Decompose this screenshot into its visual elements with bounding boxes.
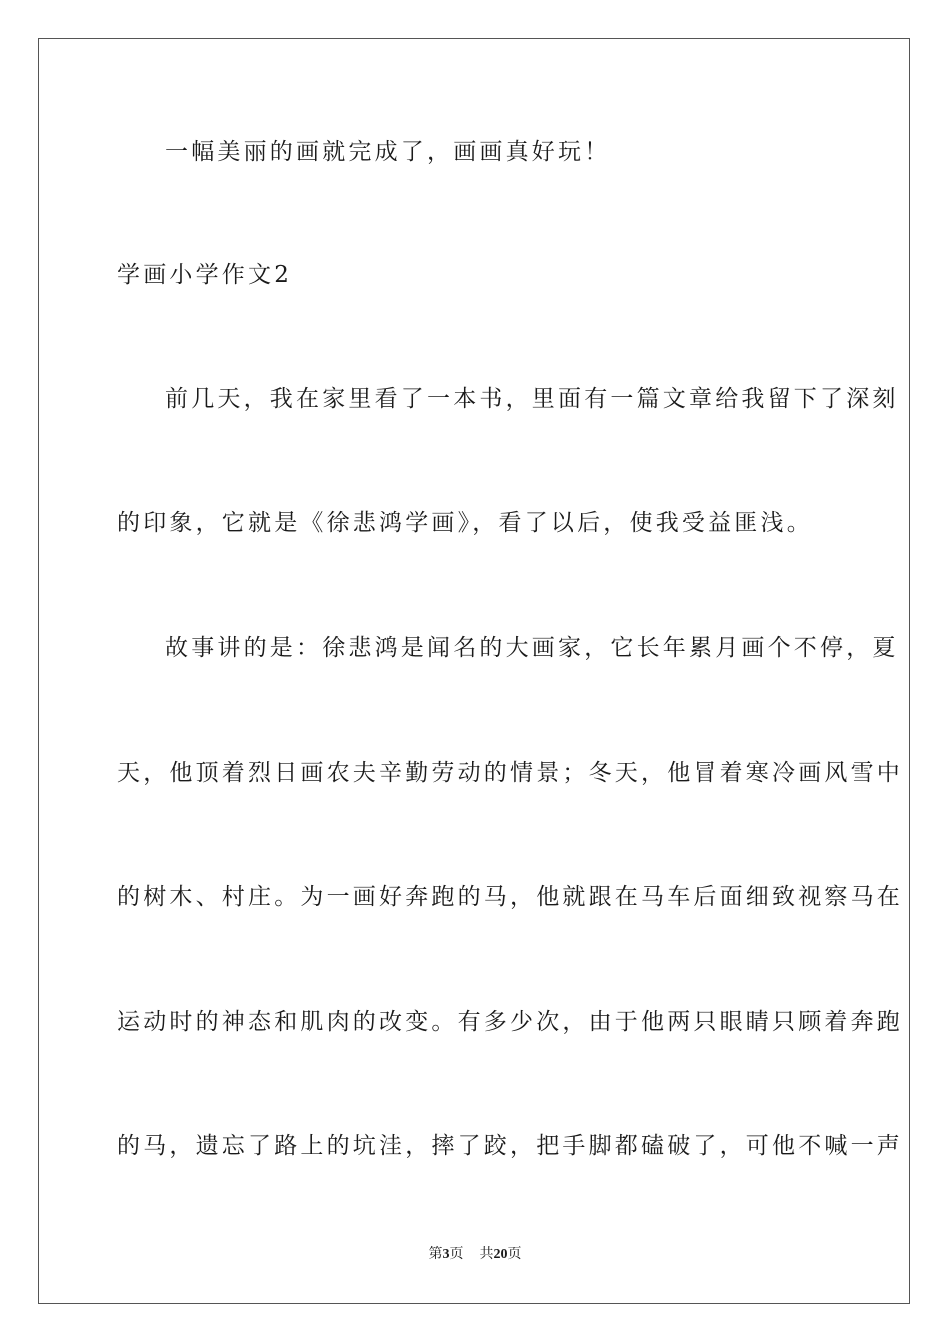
page-suffix: 页 [449,1247,464,1262]
paragraph-line-7: 运动时的神态和肌肉的改变。有多少次，由于他两只眼睛只顾着奔跑 [117,1009,903,1035]
page-footer [0,1246,950,1264]
total-prefix: 共 [479,1247,494,1262]
paragraph-line-6: 的树木、村庄。为一画好奔跑的马，他就跟在马车后面细致视察马在 [117,884,903,910]
paragraph-line-2: 前几天，我在家里看了一本书，里面有一篇文章给我留下了深刻 [165,386,899,412]
total-suffix: 页 [507,1247,522,1262]
paragraph-line-3: 的印象，它就是《徐悲鸿学画》，看了以后，使我受益匪浅。 [117,510,813,536]
paragraph-line-1: 一幅美丽的画就完成了，画画真好玩！ [165,139,611,165]
section-heading: 学画小学作文2 [117,262,293,288]
paragraph-line-4: 故事讲的是：徐悲鸿是闻名的大画家，它长年累月画个不停，夏 [165,635,899,661]
page-prefix: 第 [428,1247,443,1262]
paragraph-line-8: 的马，遗忘了路上的坑洼，摔了跤，把手脚都磕破了，可他不喊一声 [117,1133,903,1159]
page-border [38,38,910,1304]
total-pages: 20 [493,1247,508,1262]
page-number: 3 [442,1247,450,1262]
paragraph-line-5: 天，他顶着烈日画农夫辛勤劳动的情景；冬天，他冒着寒冷画风雪中 [117,760,903,786]
